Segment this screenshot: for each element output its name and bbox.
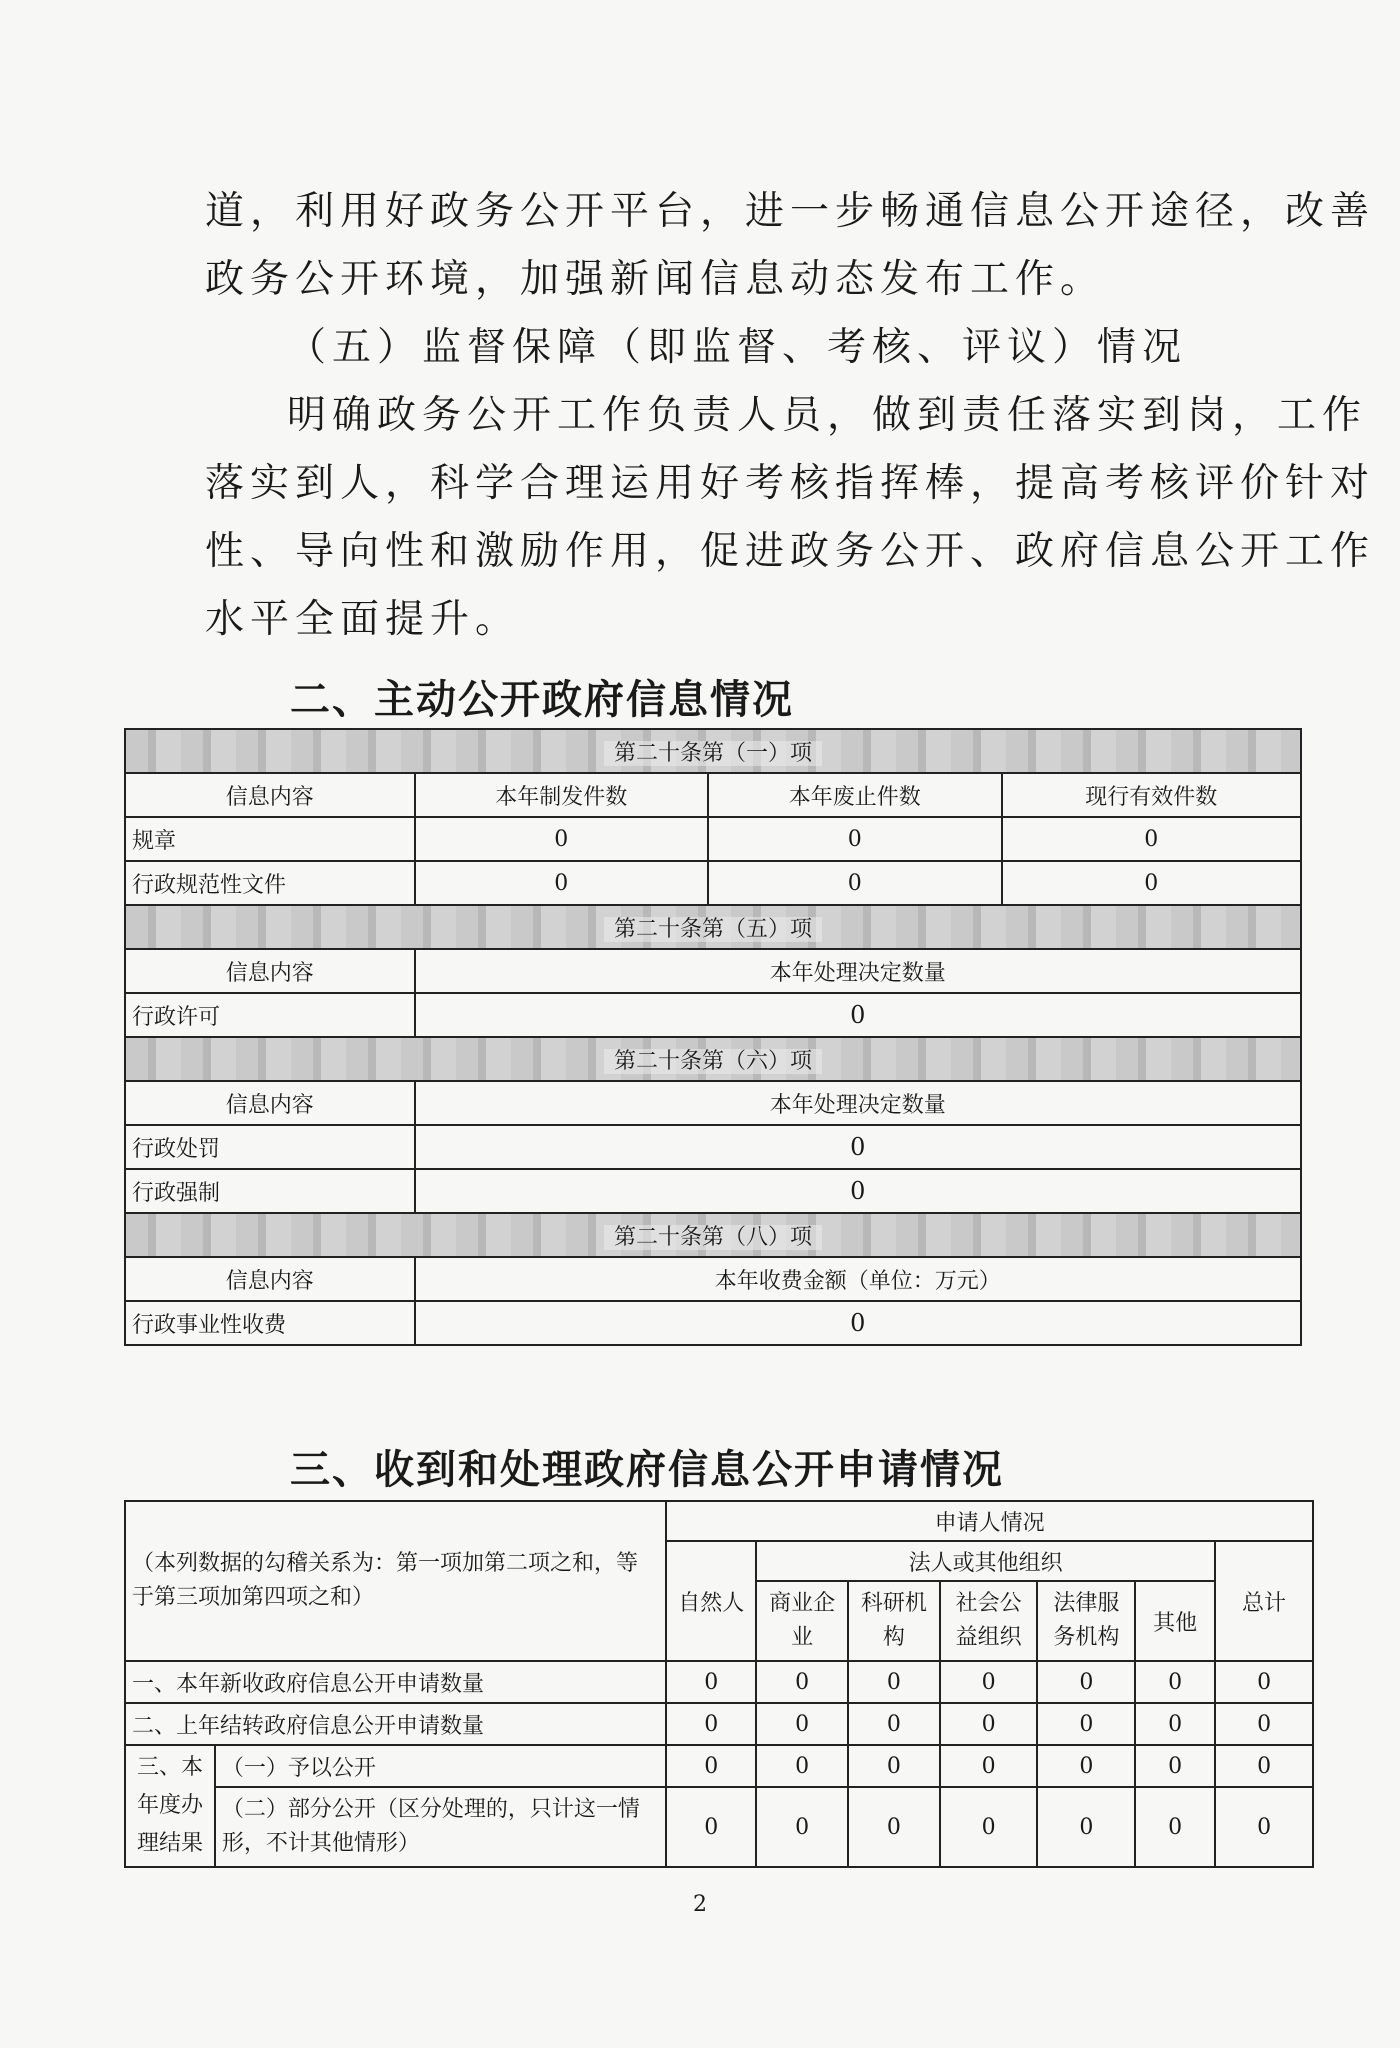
body-line: 政务公开环境，加强新闻信息动态发布工作。 (205, 257, 1106, 302)
row-label: 行政处罚 (125, 1125, 415, 1169)
cell-value: 0 (1002, 817, 1302, 861)
cell-value: 0 (415, 1125, 1301, 1169)
cell-value: 0 (848, 1703, 940, 1745)
table-row (125, 861, 1301, 905)
table-header: 本年处理决定数量 (415, 1081, 1301, 1125)
row-label: 二、上年结转政府信息公开申请数量 (125, 1703, 666, 1745)
section3-table (124, 1500, 1314, 1868)
body-paragraphs (205, 178, 1376, 654)
total-header: 总计 (1215, 1541, 1313, 1661)
row-label: 行政强制 (125, 1169, 415, 1213)
cell-value: 0 (756, 1661, 848, 1703)
row-label: 一、本年新收政府信息公开申请数量 (125, 1661, 666, 1703)
row-label: 规章 (125, 817, 415, 861)
legal-type-header: 科研机构 (848, 1581, 940, 1661)
table-row (125, 1125, 1301, 1169)
cell-value: 0 (940, 1745, 1038, 1787)
table-header: 信息内容 (125, 1081, 415, 1125)
cell-value: 0 (848, 1661, 940, 1703)
body-line: 性、导向性和激励作用，促进政务公开、政府信息公开工作 (205, 529, 1376, 574)
cell-value: 0 (1135, 1745, 1215, 1787)
page-number: 2 (693, 1892, 707, 1917)
body-line: 明确政务公开工作负责人员，做到责任落实到岗，工作 (287, 393, 1368, 438)
cell-value: 0 (415, 1301, 1301, 1345)
legal-type-header: 法律服务机构 (1037, 1581, 1135, 1661)
cell-value: 0 (940, 1787, 1038, 1867)
table-header: 本年处理决定数量 (415, 949, 1301, 993)
legal-type-header: 商业企业 (756, 1581, 848, 1661)
table-row (125, 1169, 1301, 1213)
legal-type-header: 社会公益组织 (940, 1581, 1038, 1661)
table-header: 信息内容 (125, 1257, 415, 1301)
cell-value: 0 (666, 1661, 756, 1703)
legal-org-header: 法人或其他组织 (756, 1541, 1215, 1581)
cell-value: 0 (940, 1661, 1038, 1703)
cell-value: 0 (708, 861, 1001, 905)
cell-value: 0 (1037, 1745, 1135, 1787)
row-label: 行政许可 (125, 993, 415, 1037)
cell-value: 0 (848, 1745, 940, 1787)
cell-value: 0 (708, 817, 1001, 861)
cell-value: 0 (1037, 1661, 1135, 1703)
cell-value: 0 (1135, 1787, 1215, 1867)
table-header: 本年废止件数 (708, 773, 1001, 817)
row-label: 行政规范性文件 (125, 861, 415, 905)
table-row (125, 1703, 1313, 1745)
section2-table (124, 728, 1302, 1346)
body-line: 道，利用好政务公开平台，进一步畅通信息公开途径，改善 (205, 189, 1376, 234)
table-row (125, 1301, 1301, 1345)
result-group-label: 三、本年度办理结果 (125, 1745, 215, 1867)
cell-value: 0 (415, 861, 708, 905)
table-row (125, 1745, 1313, 1787)
applicant-header: 申请人情况 (666, 1501, 1313, 1541)
table-row (125, 1787, 1313, 1867)
cell-value: 0 (1215, 1661, 1313, 1703)
body-line: 水平全面提升。 (205, 597, 521, 642)
cell-value: 0 (1002, 861, 1302, 905)
table-note: （本列数据的勾稽关系为：第一项加第二项之和，等于第三项加第四项之和） (125, 1501, 666, 1661)
cell-value: 0 (1135, 1703, 1215, 1745)
cell-value: 0 (1037, 1703, 1135, 1745)
subsection-heading: （五）监督保障（即监督、考核、评议）情况 (287, 325, 1188, 370)
cell-value: 0 (1215, 1703, 1313, 1745)
cell-value: 0 (1215, 1787, 1313, 1867)
row-label: 行政事业性收费 (125, 1301, 415, 1345)
article6-title: 第二十条第（六）项 (125, 1037, 1301, 1081)
section2-heading: 二、主动公开政府信息情况 (290, 677, 794, 723)
cell-value: 0 (756, 1703, 848, 1745)
cell-value: 0 (415, 1169, 1301, 1213)
table-row (125, 1661, 1313, 1703)
table-row (125, 993, 1301, 1037)
article8-title: 第二十条第（八）项 (125, 1213, 1301, 1257)
cell-value: 0 (940, 1703, 1038, 1745)
natural-person-header: 自然人 (666, 1541, 756, 1661)
cell-value: 0 (666, 1787, 756, 1867)
cell-value: 0 (1037, 1787, 1135, 1867)
table-header: 信息内容 (125, 773, 415, 817)
table-header: 信息内容 (125, 949, 415, 993)
table-header: 本年收费金额（单位：万元） (415, 1257, 1301, 1301)
body-line: 落实到人，科学合理运用好考核指挥棒，提高考核评价针对 (205, 461, 1376, 506)
cell-value: 0 (1215, 1745, 1313, 1787)
row-label: （二）部分公开（区分处理的，只计这一情形，不计其他情形） (215, 1787, 666, 1867)
cell-value: 0 (666, 1745, 756, 1787)
cell-value: 0 (1135, 1661, 1215, 1703)
legal-type-header: 其他 (1135, 1581, 1215, 1661)
table-row (125, 817, 1301, 861)
cell-value: 0 (415, 993, 1301, 1037)
cell-value: 0 (848, 1787, 940, 1867)
section3-heading: 三、收到和处理政府信息公开申请情况 (290, 1447, 1004, 1493)
cell-value: 0 (756, 1787, 848, 1867)
article1-title: 第二十条第（一）项 (125, 729, 1301, 773)
cell-value: 0 (756, 1745, 848, 1787)
table-header: 现行有效件数 (1002, 773, 1302, 817)
row-label: （一）予以公开 (215, 1745, 666, 1787)
article5-title: 第二十条第（五）项 (125, 905, 1301, 949)
table-header: 本年制发件数 (415, 773, 708, 817)
cell-value: 0 (666, 1703, 756, 1745)
cell-value: 0 (415, 817, 708, 861)
